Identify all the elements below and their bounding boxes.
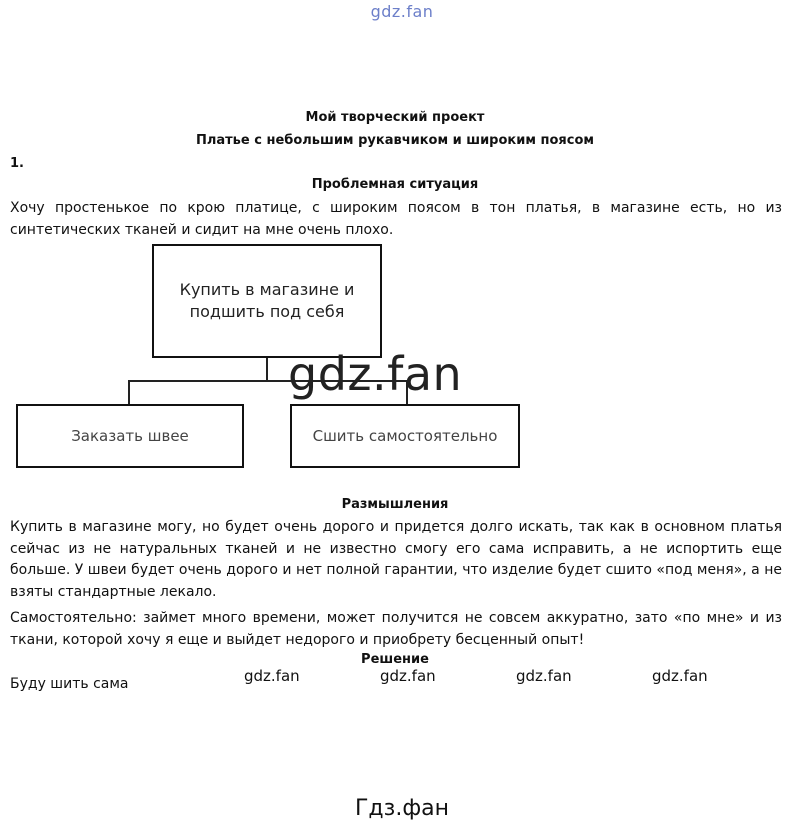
section-number: 1. (10, 156, 24, 171)
reflections-heading: Размышления (341, 497, 449, 512)
decision-heading: Решение (361, 652, 429, 667)
diagram-box-buy-label: Купить в магазине и подшить под себя (179, 280, 355, 321)
reflections-paragraph-1: Купить в магазине могу, но будет очень дорого и придется долго искать, так как в основном платья сейчас из не натуральных тканей и не известно смогу его сама исправить, а не испортить еще больше. У швеи будет очень дорого и нет полной гарантии, что изделие будет сшито «под меня», а не взяты стандартные лекало. (10, 519, 782, 600)
row-watermark-2: gdz.fan (380, 667, 436, 685)
center-watermark: gdz.fan (288, 347, 463, 401)
diagram-box-self-label: Сшить самостоятельно (312, 427, 498, 445)
diagram-box-buy (152, 244, 382, 358)
row-watermark-1: gdz.fan (244, 667, 300, 685)
reflections-paragraph-2: Самостоятельно: займет много времени, может получится не совсем аккуратно, зато «по мне» и из ткани, которой хочу я еще и выйдет недорого и приобрету бесценный опыт! (10, 610, 782, 648)
problem-text: Хочу простенькое по крою платице, с широким поясом в тон платья, в магазине есть, но из синтетических тканей и сидит на мне очень плохо. (10, 200, 782, 238)
diagram-box-order (16, 404, 244, 468)
footer-watermark: Гдз.фан (355, 796, 449, 821)
decision-text: Буду шить сама (10, 676, 129, 692)
row-watermark-3: gdz.fan (516, 667, 572, 685)
diagram-connector-left (128, 380, 130, 405)
project-title: Мой творческий проект (305, 110, 485, 125)
diagram-box-order-label: Заказать швее (71, 427, 189, 445)
diagram-connector-vertical (266, 358, 268, 381)
row-watermark-4: gdz.fan (652, 667, 708, 685)
top-watermark: gdz.fan (370, 2, 434, 21)
diagram-box-self (290, 404, 520, 468)
problem-heading: Проблемная ситуация (311, 177, 479, 192)
project-subtitle: Платье с небольшим рукавчиком и широким поясом (195, 133, 595, 148)
